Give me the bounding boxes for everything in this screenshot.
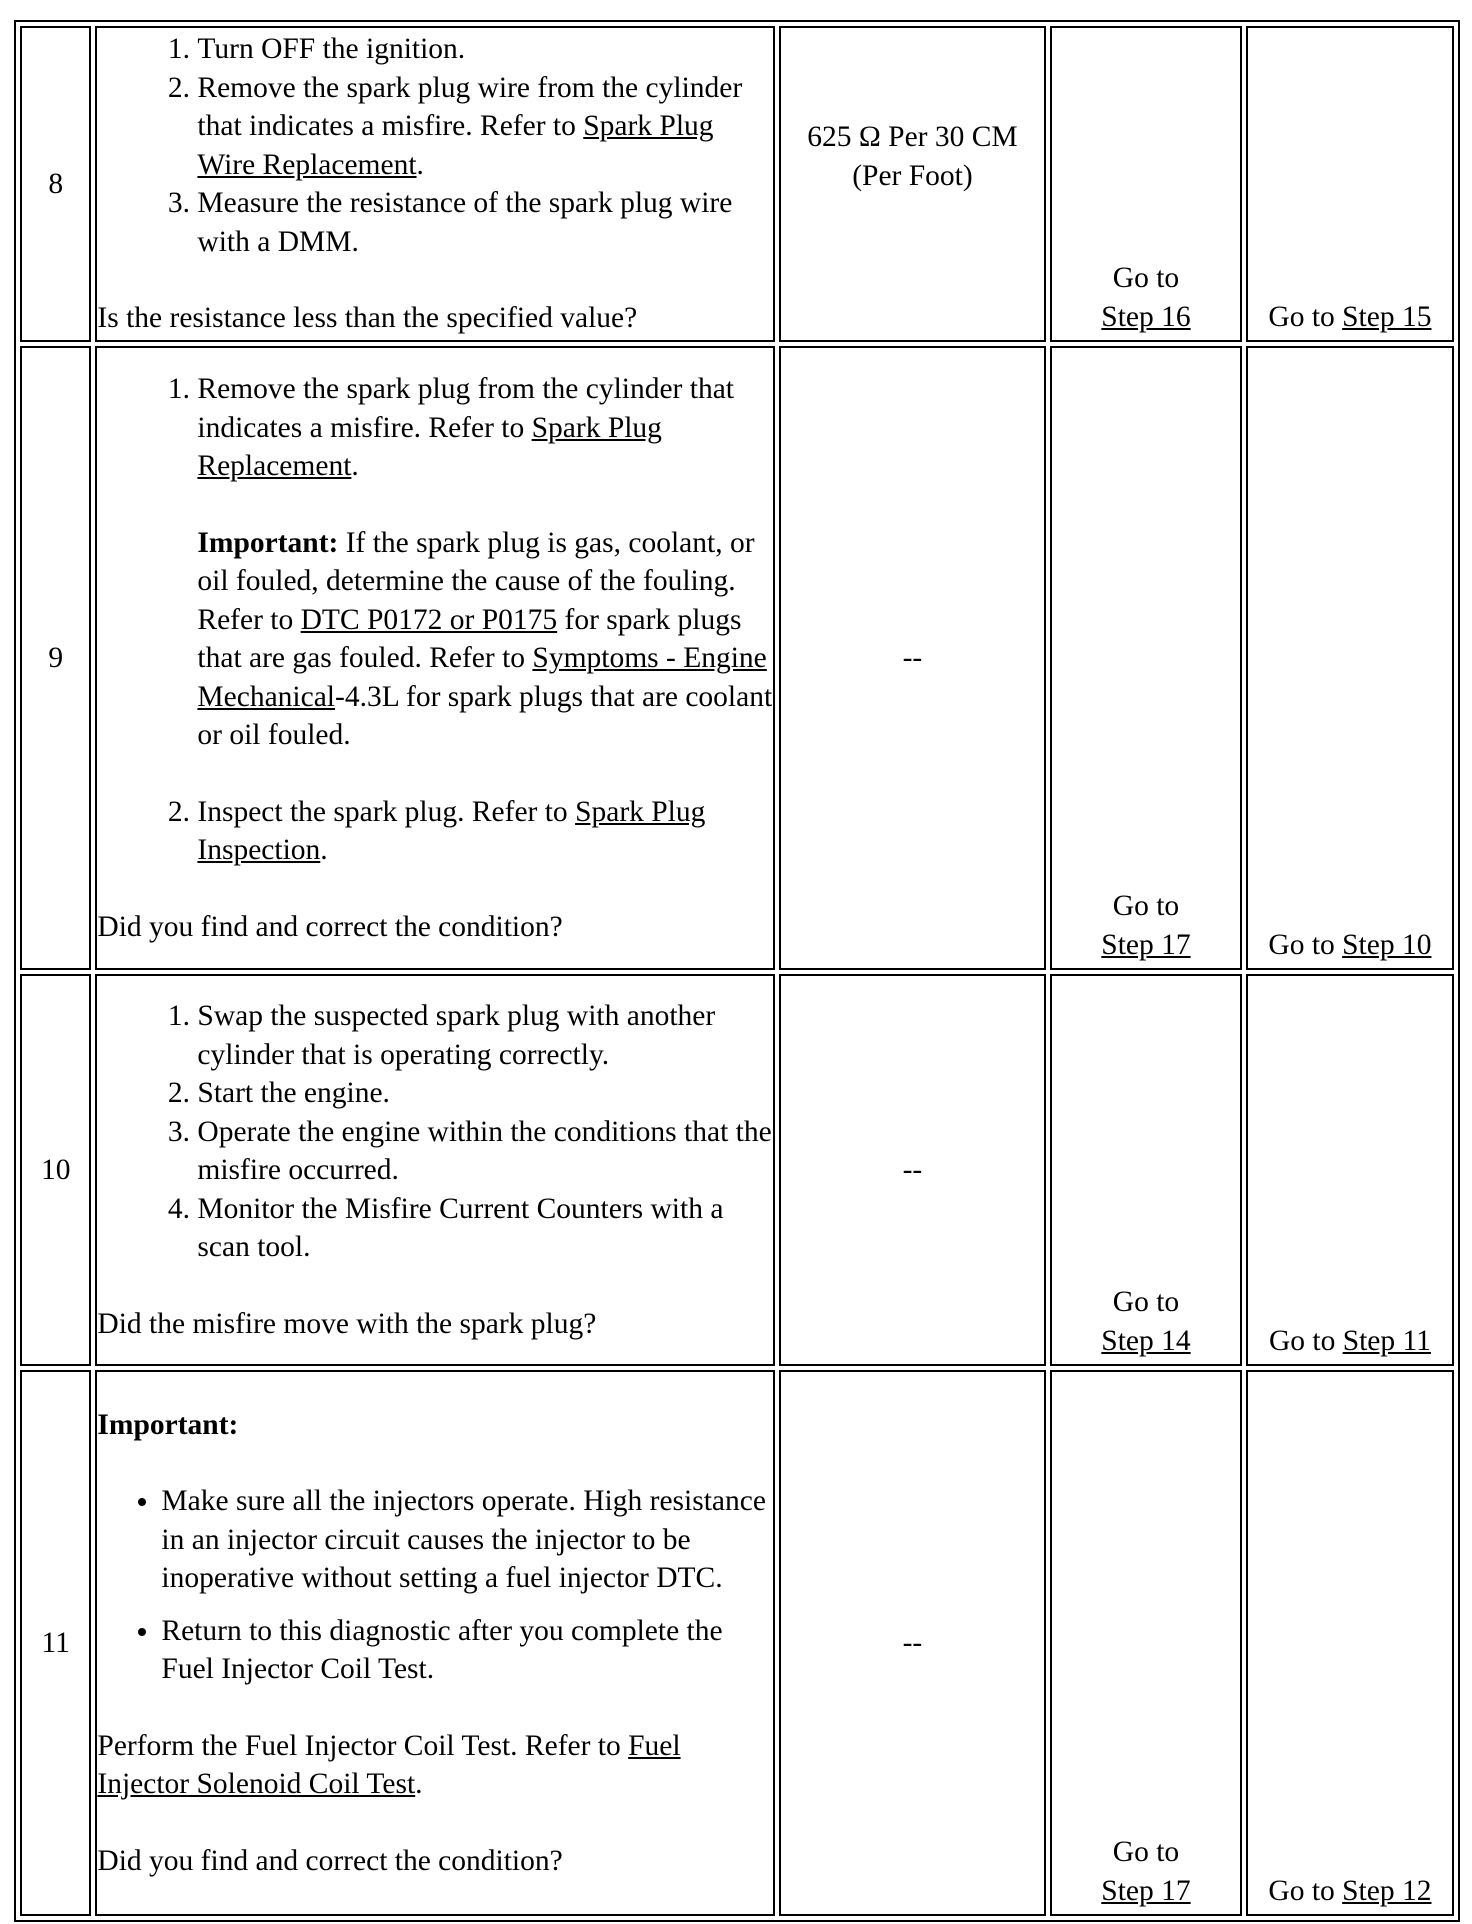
yes-prefix: Go to (1112, 1286, 1180, 1318)
action-cell (95, 974, 774, 1366)
step-question: Did you find and correct the condition? (97, 910, 563, 943)
punctuation: . (416, 148, 424, 181)
no-prefix: Go to (1268, 1874, 1343, 1907)
no-cell (1246, 346, 1454, 970)
list-item-text: Remove the spark plug from the cylinder that indicates a misfire. Refer to (197, 373, 734, 444)
action-cell (95, 26, 774, 342)
action-list (97, 370, 772, 870)
yes-cell (1050, 346, 1242, 970)
perform-instruction: Perform the Fuel Injector Coil Test. Refer to Fuel Injector Solenoid Coil Test. (97, 1729, 681, 1801)
yes-prefix: Go to (1112, 1836, 1180, 1868)
yes-prefix: Go to (1112, 262, 1180, 294)
step-question: Did you find and correct the condition? (97, 1844, 563, 1877)
symptoms-engine-mechanical-link[interactable]: Symptoms - Engine Mechanical (197, 642, 767, 713)
no-cell (1246, 974, 1454, 1366)
list-item: 4. Monitor the Misfire Current Counters with a scan tool. (197, 1190, 772, 1267)
important-text: -4.3L for spark plugs that are coolant or oil fouled. (197, 680, 773, 751)
list-item (197, 69, 772, 185)
no-step-link[interactable]: Step 15 (1342, 300, 1432, 333)
diagnostic-table (14, 20, 1460, 1922)
important-label: Important: (197, 526, 339, 559)
yes-cell (1050, 26, 1242, 342)
list-item: • Make sure all the injectors operate. High resistance in an injector circuit causes the injector to be inoperative without setting a fuel injector DTC. (161, 1482, 772, 1598)
important-note (197, 524, 772, 755)
step-number: 11 (20, 1370, 91, 1916)
step-question: Is the resistance less than the specified value? (97, 302, 638, 335)
action-cell (95, 1370, 774, 1916)
important-text: for spark plugs that are gas fouled. Refer to (197, 603, 742, 674)
spacer (97, 1703, 772, 1727)
spec-value: -- (779, 346, 1046, 970)
yes-step-link[interactable]: Step 17 (1101, 1874, 1191, 1907)
perform-text: Perform the Fuel Injector Coil Test. Refer to (97, 1729, 629, 1762)
list-item-text: Remove the spark plug wire from the cylinder that indicates a misfire. Refer to (197, 71, 743, 143)
yes-step-link[interactable]: Step 16 (1101, 300, 1191, 333)
important-text: If the spark plug is gas, coolant, or oil fouled, determine the cause of the fouling. Refer to (197, 526, 755, 636)
spec-value-cell (779, 26, 1046, 342)
diagnostic-table-container (14, 20, 1460, 1922)
spec-value-note: (Per Foot) (852, 159, 973, 192)
spacer (197, 755, 772, 793)
list-item: 3. Measure the resistance of the spark plug wire with a DMM. (197, 184, 772, 261)
spark-plug-inspection-link[interactable]: Spark Plug Inspection (197, 795, 706, 866)
list-item: 2. Inspect the spark plug. Refer to Spark Plug Inspection. (197, 793, 772, 870)
no-prefix: Go to (1268, 300, 1343, 333)
list-item: 1. Swap the suspected spark plug with another cylinder that is operating correctly. (197, 997, 772, 1074)
list-item: 2. Start the engine. (197, 1074, 772, 1113)
no-cell (1246, 1370, 1454, 1916)
action-list (97, 997, 772, 1267)
spec-value: 625 Ω Per 30 CM (807, 121, 1018, 153)
spark-plug-wire-replacement-link[interactable]: Spark Plug Wire Replacement (197, 110, 714, 181)
step-number: 8 (20, 26, 91, 342)
yes-step-link[interactable]: Step 17 (1101, 928, 1191, 961)
yes-cell (1050, 974, 1242, 1366)
yes-prefix: Go to (1112, 890, 1180, 922)
list-item: 1. Remove the spark plug from the cylinder that indicates a misfire. Refer to Spark Plug Replacement. Important: If the spark plug is gas, coolant, or oil fouled, determine the cause of the fouling. Refer to DTC P0172 or P0175 for spark plugs that are gas fouled. Refer to Symptoms - Engine Mechanical-4.3L for spark plugs that are coolant or oil fouled. (197, 370, 772, 793)
no-step-link[interactable]: Step 11 (1342, 1324, 1431, 1357)
list-item: 1. Turn OFF the ignition. (197, 30, 772, 69)
action-list (97, 30, 772, 261)
yes-cell (1050, 1370, 1242, 1916)
fuel-injector-solenoid-coil-test-link[interactable]: Fuel Injector Solenoid Coil Test (97, 1729, 681, 1801)
spark-plug-replacement-link[interactable]: Spark Plug Replacement (197, 411, 662, 482)
list-item: 3. Operate the engine within the conditions that the misfire occurred. (197, 1113, 772, 1190)
no-step-link[interactable]: Step 12 (1342, 1874, 1432, 1907)
list-item-text: Inspect the spark plug. Refer to (197, 795, 576, 828)
no-prefix: Go to (1268, 928, 1343, 961)
table-row (20, 346, 1454, 970)
table-row (20, 26, 1454, 342)
step-number: 9 (20, 346, 91, 970)
table-row (20, 974, 1454, 1366)
spec-value: -- (779, 1370, 1046, 1916)
no-step-link[interactable]: Step 10 (1342, 928, 1432, 961)
step-number: 10 (20, 974, 91, 1366)
table-row (20, 1370, 1454, 1916)
action-cell (95, 346, 774, 970)
dtc-p0172-p0175-link[interactable]: DTC P0172 or P0175 (300, 603, 558, 636)
list-item: • Return to this diagnostic after you complete the Fuel Injector Coil Test. (161, 1612, 772, 1689)
no-prefix: Go to (1268, 1324, 1343, 1357)
step-question: Did the misfire move with the spark plug? (97, 1307, 597, 1340)
spacer (197, 486, 772, 524)
important-label: Important: (97, 1408, 239, 1441)
yes-step-link[interactable]: Step 14 (1101, 1324, 1191, 1357)
spec-value: -- (779, 974, 1046, 1366)
spacer (97, 1444, 772, 1482)
important-bullets (97, 1482, 772, 1689)
no-cell (1246, 26, 1454, 342)
